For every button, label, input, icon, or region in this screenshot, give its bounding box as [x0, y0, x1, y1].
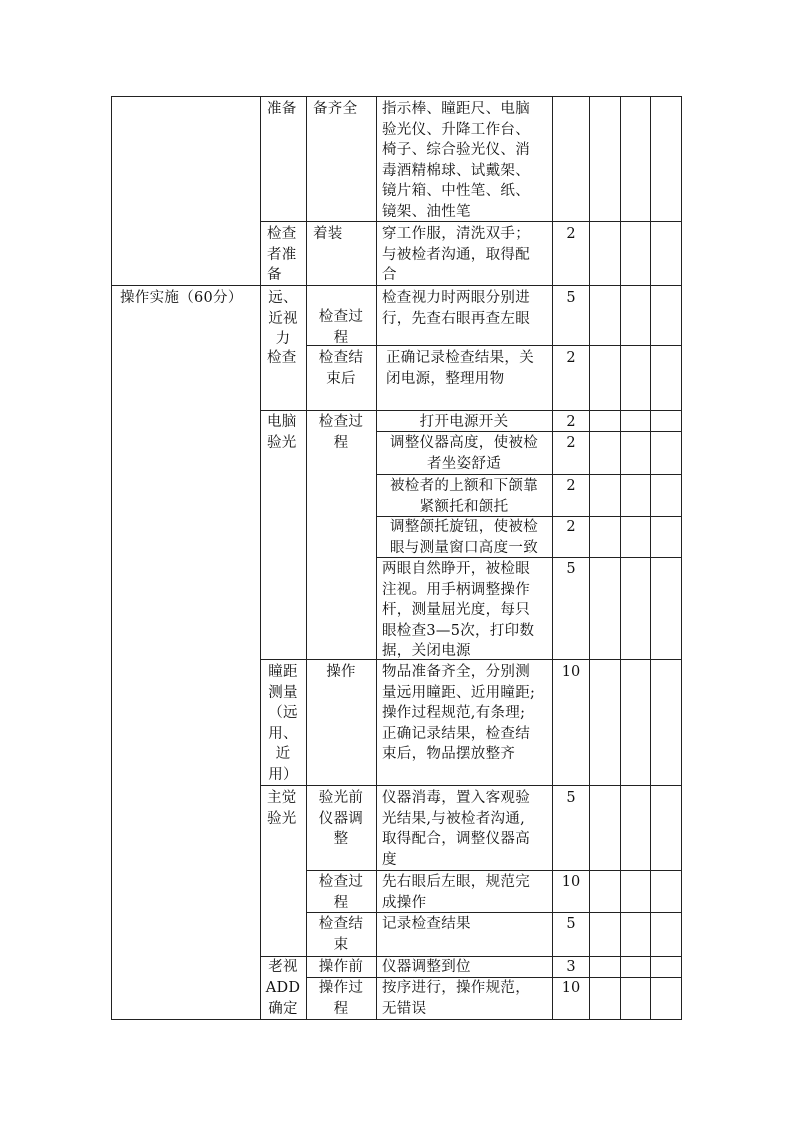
item-cell: 瞳距 测量 （远 用、 近 用） [268, 664, 298, 783]
row-line [260, 410, 681, 411]
content-cell: 检查视力时两眼分别进 行，先查右眼再查左眼 [382, 290, 530, 327]
content-cell: 被检者的上额和下颌靠 紧额托和颌托 [390, 478, 538, 515]
sub-item-cell: 检查过 程 [318, 414, 364, 451]
sub-item-cell: 验光前 仪器调 整 [318, 790, 364, 847]
sub-item-cell: 操作前 [318, 959, 364, 975]
col-line [376, 96, 377, 1020]
sub-item-cell: 检查过 程 [318, 874, 364, 911]
col-line [589, 96, 590, 1020]
content-cell: 记录检查结果 [382, 916, 471, 932]
score-cell: 10 [561, 874, 581, 890]
content-cell: 调整颌托旋钮，使被检 眼与测量窗口高度一致 [390, 519, 538, 556]
score-cell: 5 [566, 561, 576, 577]
row-line [376, 474, 681, 475]
col-line [681, 96, 682, 1020]
item-cell: 准备 [267, 101, 297, 117]
score-cell: 2 [566, 435, 576, 451]
score-cell: 3 [566, 959, 576, 975]
section-label: 操作实施（60分） [120, 290, 243, 306]
score-cell: 2 [566, 519, 576, 535]
content-cell: 打开电源开关 [419, 414, 509, 430]
content-cell: 物品准备齐全，分别测 量远用瞳距、近用瞳距; 操作过程规范,有条理; 正确记录结果，检查结 束后，物品摆放整齐 [382, 664, 536, 762]
row-line [260, 785, 681, 786]
content-cell: 仪器调整到位 [382, 959, 471, 975]
score-cell: 2 [566, 350, 576, 366]
col-line [650, 96, 651, 1020]
content-cell: 按序进行，操作规范， 无错误 [382, 980, 530, 1017]
content-cell: 穿工作服，清洗双手； 与被检者沟通，取得配 合 [382, 226, 530, 283]
content-cell: 仪器消毒，置入客观验 光结果,与被检者沟通, 取得配合，调整仪器高 度 [382, 790, 530, 868]
score-cell: 2 [566, 226, 576, 242]
sub-item-cell: 操作过 程 [318, 980, 364, 1017]
score-cell: 2 [566, 478, 576, 494]
item-cell: 老视 [268, 959, 298, 975]
sub-item-cell: 检查结 束 [318, 916, 364, 953]
content-cell: 两眼自然睁开，被检眼 注视。用手柄调整操作 杆，测量屈光度，每只 眼检查3—5次，打印数 据，关闭电源 [382, 561, 535, 659]
content-cell: 调整仪器高度，使被检 者坐姿舒适 [390, 435, 538, 472]
col-line [111, 96, 112, 1020]
score-cell: 10 [561, 980, 581, 996]
item-cell: 检查 者准 备 [267, 226, 297, 283]
col-line [306, 96, 307, 1020]
content-cell: 先右眼后左眼，规范完 成操作 [382, 874, 530, 911]
content-cell: 指示棒、瞳距尺、电脑 验光仪、升降工作台、 椅子、综合验光仪、消 毒酒精棉球、试戴架、 镜片箱、中性笔、纸、 镜架、油性笔 [382, 101, 530, 220]
sub-item-cell: 检查过 程 [318, 309, 364, 346]
sub-item-cell: 着装 [313, 226, 343, 242]
content-cell: 正确记录检查结果，关 闭电源，整理用物 [386, 350, 534, 387]
score-cell: 5 [566, 290, 576, 306]
item-cell: 远、 近视 力 [268, 290, 298, 347]
item-cell: ADD 确定 [265, 980, 301, 1017]
score-cell: 5 [566, 916, 576, 932]
row-line [111, 1019, 681, 1020]
sub-item-cell: 备齐全 [313, 101, 358, 117]
item-cell: 电脑 验光 [267, 414, 297, 451]
score-cell: 10 [561, 664, 581, 680]
sub-item-cell: 检查结 束后 [318, 350, 364, 387]
col-line [620, 96, 621, 1020]
score-cell: 2 [566, 414, 576, 430]
col-line [260, 96, 261, 1020]
row-line [111, 96, 681, 97]
item-cell: 主觉 验光 [267, 790, 297, 827]
row-line [306, 870, 681, 871]
col-line [552, 96, 553, 1020]
score-cell: 5 [566, 790, 576, 806]
sub-item-cell: 操作 [326, 664, 356, 680]
item-cell: 检查 [267, 350, 297, 366]
